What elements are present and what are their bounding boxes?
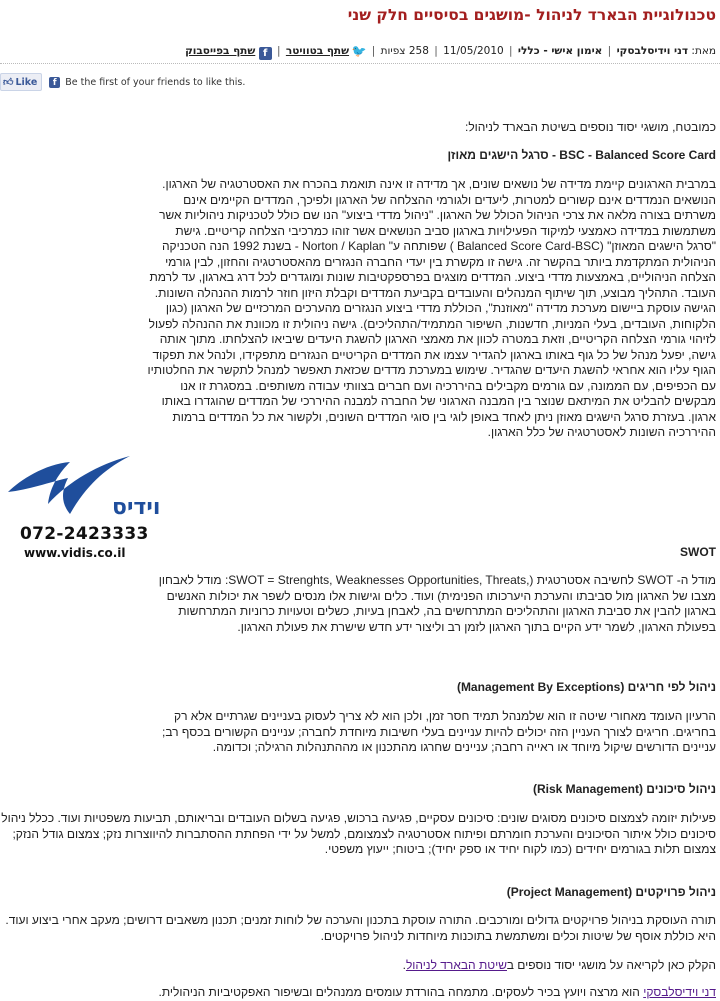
vidis-logo[interactable] [0, 452, 161, 562]
facebook-friends-text: Be the first of your friends to like this. [65, 76, 246, 88]
bsc-heading: BSC - Balanced Score Card - סרגל הישגים מאוזן [447, 148, 716, 162]
article-title: טכנולוגיית הבארד לניהול -מושגים בסיסיים חלק שני [347, 6, 716, 24]
pm-paragraph: תורה העוסקת בניהול פרויקטים גדולים ומורכבים. התורה עוסקת בתכנון והערכה של לוחות זמנים; תכנון משאבים דרושים; מעקב אחרי ביצוע ועוד. היא כוללת אוסף של שיטות וכלים ומשתמשת בתוכנות מיוחדות לניהול פרויקטים. [5, 913, 716, 943]
author-bio-text: הוא מרצה ויועץ בכיר לעסקים. מתמחה בהורדת עומסים ממנהלים ובשיפור האפקטיביות הניהולית. [158, 985, 644, 999]
mbe-heading: ניהול לפי חריגים (Management By Exceptions) [456, 680, 716, 694]
logo-website: www.vidis.co.il [24, 546, 126, 560]
pm-heading: ניהול פרויקטים (Project Management) [506, 885, 716, 899]
twitter-icon[interactable]: 🐦 [351, 44, 367, 58]
intro-paragraph: כמובטח, מושגי יסוד נוספים בשיטת הבארד לניהול: [464, 120, 716, 134]
swot-heading: SWOT [680, 545, 716, 559]
facebook-like-button[interactable] [0, 73, 42, 91]
author-bio-paragraph [0, 985, 716, 1001]
mbe-paragraph: הרעיון העומד מאחורי שיטה זו הוא שלמנהל תמיד חסר זמן, ולכן הוא לא צריך לעסוק בעניינים שגרתיים אלא רק בחריגים. חריגים לצורך העניין הזה יכולים להיות עניינים בעלי חשיבות מיוחדת לחברה; עניינים הקשורים בכסף רב; עניינים הדורשים שיקול מיוחד או ראייה רחבה; עניינים שחרגו מהתכנון או מההתנהלות הרגילה; וכדומה. [162, 709, 716, 754]
meta-separator: | [277, 45, 281, 57]
meta-separator: | [509, 45, 513, 57]
read-more-link[interactable]: שיטת הבארד לניהול [405, 958, 507, 972]
logo-brand-text: וידיס [112, 495, 161, 520]
view-count: 258 צפיות [380, 45, 429, 57]
vidis-logo-swoosh [0, 452, 161, 524]
publish-date: 11/05/2010 [443, 45, 504, 57]
read-more-prefix: הקלק כאן לקריאה על מושגי יסוד נוספים ב [506, 958, 716, 972]
share-facebook-link[interactable]: שתף בפייסבוק [185, 45, 256, 57]
share-twitter-link[interactable]: שתף בטוויטר [285, 45, 350, 57]
category-link[interactable]: אימון אישי - כללי [517, 45, 603, 57]
risk-heading: ניהול סיכונים (Risk Management) [532, 782, 716, 796]
like-label: Like [15, 76, 38, 88]
bsc-paragraph: במרבית הארגונים קיימת מדידה של נושאים שונים, אך מדידה זו אינה תואמת בהכרח את האסטרטגיה של הארגון. הנושאים הנמדדים אינם קשורים למטרות, ליעדים ולגורמי ההצלחה של הארגון ולפיכך, המדדים הקיימים אינם משרתים בצורה מלאה את צרכי הניהול הכולל של הארגון. "ניהול מדדי ביצוע" הנו שם כולל לטכניקות ניהוליות אשר משתמשות במדידה כאמצעי למיקוד הפעילויות בארגון סביב הנושאים אשר זוהו כמרכיבי הצלחה קריטיים. גישת "סרגל הישגים המאוזן" (Balanced Score Card-BSC ) שפותחה ע" Norton / Kaplan - בשנת 1992 הנה הטכניקה הניהולית המתקדמת ביותר בהקשר זה. גישה זו מקשרת בין יעדי החברה הנגזרים מהאסטרטגיה והחזון, לבין גורמי הצלחה הניהוליים, באמצעות מדדי ביצוע. המדדים מוצגים בפרספקטיבות שונות ומוגדרים לכל דרג בארגון, עד לרמת העובד. התהליך מבוצע, תוך שיתוף המנהלים והעובדים בקביעת המדדים וקבלת היזון חוזר לרמות ההנהלה השונות. הגישה עוסקת ביישום מערכת מדידה "מאוזנת", הכוללת מדדי ביצוע הנגזרים מהערכים המרכזיים של הארגון (כגון הלקוחות, העובדים, בעלי המניות, חדשנות, השיפור המתמיד/התהליכים). גישה ניהולית זו מכוונת את ההנהלה לפעול לזיהוי גורמי הצלחה הקריטיים, וזאת במטרה לכוון את מאמצי הארגון להשגת היעדים שיביאו להצלחתו. מתוך אותה גישה, יפעל מנהל של כל גוף באותו בארגון להגדיר עצמו את המדדים הקריטיים הנגזרים מתפקידו, ולנהל את תפקוד הגוף עליו הוא אחראי להשגת היעדים שהגדיר. שימוש במערכת מדדים שכזאת תאפשר למנהל לתקשר את החלטותיו עם הכפיפים, עם הממונה, עם גורמים מקבילים בהיררכיה ועם חברים בצוותי עבודה משותפים. במסגרת זו אנו מבקשים להבליט את המיתאם שנוצר בין המבנה הארגוני של החברה למבנה ההיררכי של המדדים שהוגדרו באותו ארגון. בעזרת סרגל הישגים מאוזן ניתן לאחד באופן לוגי בין סוגי המדדים השונים, ולקשור את כל המדדים ברמות ההיררכיה השונות לאסטרטגיה של כלל הארגון. [147, 177, 716, 439]
article-meta [185, 44, 716, 60]
author-link[interactable]: דני וידיסלבסקי [616, 45, 689, 57]
by-label: מאת: [691, 45, 716, 57]
facebook-icon: f [49, 77, 60, 88]
read-more-paragraph [0, 958, 716, 974]
facebook-like-widget [0, 73, 245, 91]
read-more-suffix: . [402, 958, 406, 972]
thumbs-up-icon: 👍︎ [3, 77, 14, 88]
meta-separator: | [371, 45, 376, 57]
swot-paragraph: מודל ה- SWOT לחשיבה אסטרטגית (,SWOT = Strenghts, Weaknesses Opportunities, Threats: מודל לאבחון מצבו של הארגון מול סביבתו והערכת היערכותו הפנימית) ועוד. כלים וגישות אלו מנסים לשפר את יכולות האנשים בארגון להבין את סביבת הארגון והתהליכים המתרחשים בה, לאבחן בעיות, כשלים וטעויות כרוניות המתרחשות בפעולת הארגון, לשמר ידע הקיים בתוך הארגון לזמן רב וליצור ידע חדש שישרת את פעולת הארגון. [158, 573, 716, 634]
meta-separator: | [434, 45, 438, 57]
logo-phone: 072-2423333 [20, 524, 149, 544]
author-bio-link[interactable]: דני וידיסלבסקי [643, 985, 716, 999]
meta-separator: | [607, 45, 612, 57]
meta-divider [0, 63, 720, 64]
facebook-icon[interactable]: f [259, 47, 272, 60]
risk-paragraph: פעילות יזומה לצמצום סיכונים מסוגים שונים: סיכונים עסקיים, פגיעה ברכוש, פגיעה בשלום העובדים ובריאותם, תביעות משפטיות ועוד. ככלל ניהול סיכונים כולל איתור הסיכונים והערכת חומרתם ופיתוח אסטרטגיה לצמצומם, למשל על ידי הפחתת ההסתברות להיווצרות נזק; צמצום גודל הנזק; צמצום תלות בגורמים יחידים (כמו לקוח יחיד או ספק יחיד); ביטוח; ייעוץ משפטי. [1, 811, 716, 856]
